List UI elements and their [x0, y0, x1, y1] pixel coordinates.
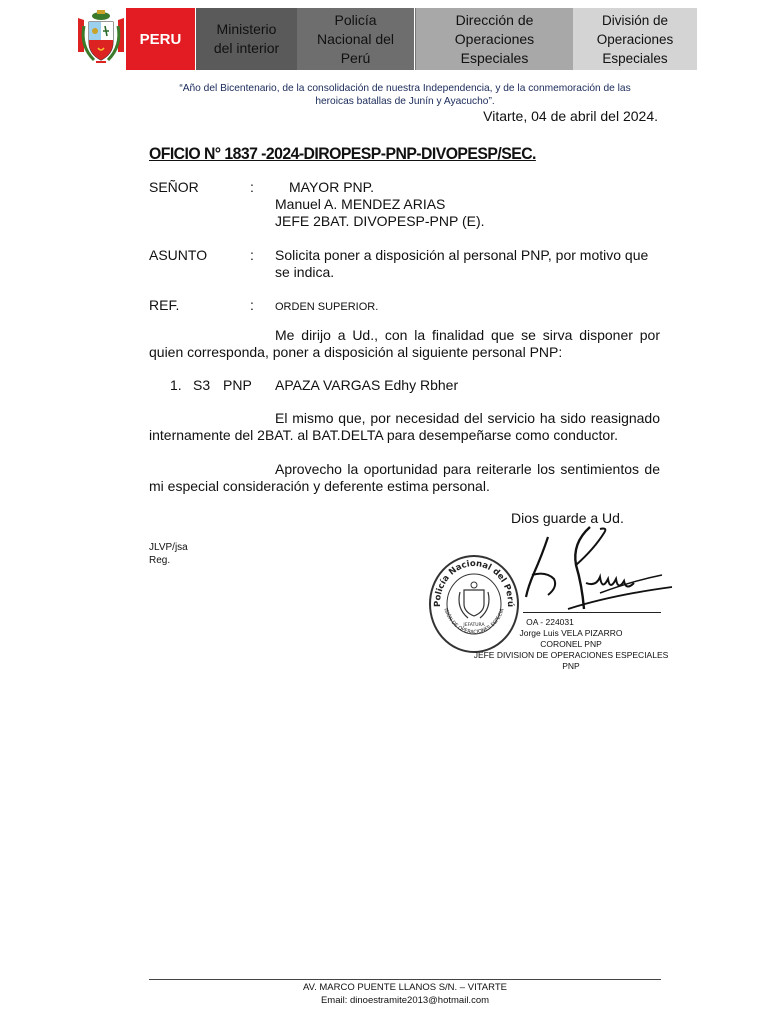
- seal-center-text: JEFATURA: [463, 623, 485, 628]
- seal-inner-text: ISIÓN DE OPERACIONES ESPECIA: [442, 607, 506, 636]
- senor-colon: :: [250, 179, 254, 195]
- header-policia: [297, 8, 414, 70]
- senor-position: JEFE 2BAT. DIVOPESP-PNP (E).: [275, 213, 485, 229]
- coat-of-arms-logo: [74, 6, 128, 68]
- signature-line: [523, 612, 661, 613]
- motto-line-2: heroicas batallas de Junín y Ayacucho”.: [315, 96, 495, 107]
- seal-outer-text: Policía Nacional del Perú: [432, 558, 516, 608]
- body-paragraph-1: Me dirijo a Ud., con la finalidad que se sirva disponer por quien corresponda, poner a disposición al siguiente personal PNP:: [149, 327, 660, 360]
- closing-greeting: Dios guarde a Ud.: [511, 510, 624, 526]
- senor-name: Manuel A. MENDEZ ARIAS: [275, 196, 446, 212]
- header-direccion: [415, 8, 573, 70]
- signature-name: Jorge Luis VELA PIZARRO: [519, 628, 623, 638]
- initials: [149, 541, 188, 567]
- header-peru: PERU: [126, 8, 195, 70]
- oficio-number: OFICIO N° 1837 -2024-DIROPESP-PNP-DIVOPESP/SEC.: [149, 144, 536, 163]
- body-paragraph-3: Aprovecho la oportunidad para reiterarle los sentimientos de mi especial consideración y deferente estima personal.: [149, 461, 660, 494]
- asunto-colon: :: [250, 247, 254, 263]
- asunto-text: Solicita poner a disposición al personal PNP, por motivo que se indica.: [275, 247, 649, 280]
- personnel-institution: PNP: [223, 377, 252, 393]
- ref-label: REF.: [149, 297, 180, 313]
- header-direccion-text: Dirección de Operaciones Especiales: [454, 11, 535, 66]
- ref-colon: :: [250, 297, 254, 313]
- document-date: Vitarte, 04 de abril del 2024.: [483, 108, 658, 124]
- header-ministerio: [196, 8, 297, 70]
- signature-code: OA - 224031: [526, 617, 574, 627]
- svg-text:Policía Nacional del Perú: [433, 559, 515, 607]
- header-division: [573, 8, 697, 70]
- footer-divider: [149, 979, 661, 980]
- motto-line-1: “Año del Bicentenario, de la consolidación de nuestra Independencia, y de la conmemoración de las: [179, 83, 631, 94]
- ref-text: ORDEN SUPERIOR.: [275, 301, 379, 313]
- year-motto: [150, 82, 660, 108]
- initials-line-2: Reg.: [149, 555, 171, 566]
- header-policia-text: Policía Nacional del Perú: [316, 11, 395, 66]
- body-paragraph-2: El mismo que, por necesidad del servicio ha sido reasignado internamente del 2BAT. al BAT.DELTA para desempeñarse como conductor.: [149, 410, 660, 443]
- personnel-name: APAZA VARGAS Edhy Rbher: [275, 377, 459, 393]
- personnel-number: 1.: [170, 377, 182, 393]
- header-ministerio-text: Ministerio del interior: [213, 21, 280, 56]
- senor-rank: MAYOR PNP.: [289, 179, 375, 195]
- signature-rank: CORONEL PNP: [540, 639, 602, 649]
- asunto-label: ASUNTO: [149, 247, 208, 263]
- footer-address: AV. MARCO PUENTE LLANOS S/N. – VITARTE: [303, 982, 507, 993]
- senor-label: SEÑOR: [149, 179, 199, 195]
- personnel-grade: S3: [193, 377, 211, 393]
- footer-email: Email: dinoestramite2013@hotmail.com: [320, 995, 490, 1006]
- signature-title: JEFE DIVISION DE OPERACIONES ESPECIALES PNP: [473, 650, 669, 671]
- initials-line-1: JLVP/jsa: [149, 542, 188, 553]
- handwritten-signature: [512, 525, 682, 620]
- header-division-text: División de Operaciones Especiales: [596, 12, 674, 66]
